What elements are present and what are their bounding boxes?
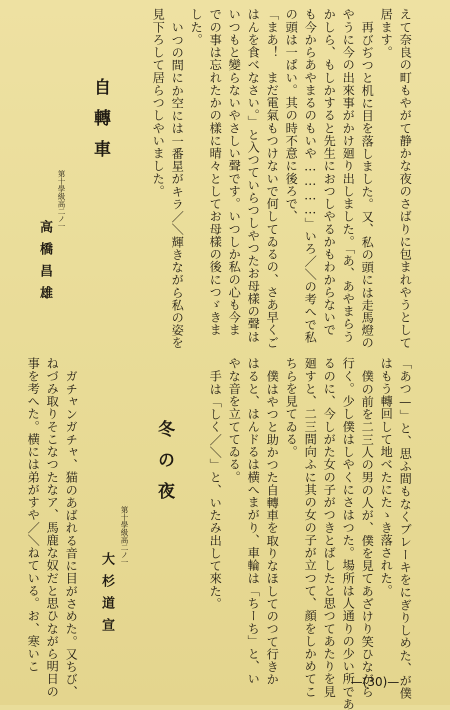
text-line: 僕の前を二三人の男の人が、僕を見てあざけり笑ひながら: [360, 370, 375, 699]
text-line: はもう轉回して地べたにたゝき落された。: [379, 357, 394, 597]
text-line: えて奈良の町もやがて静かな夜のさばりに包まれやうとして: [398, 8, 413, 349]
page-number: —(30)—: [350, 675, 400, 689]
text-line: 再びぢつと机に目を落しました。又、私の頭には走馬燈の: [360, 21, 375, 350]
author-grade: 第十學級高二ノ一: [120, 506, 129, 566]
text-line: 手は「しく／＼」と、いたみ出して來た。: [208, 370, 223, 610]
author-grade: 第十學級高二ノ一: [57, 170, 66, 230]
text-line: いつの間にか空には一番星がキラ／＼輝きながら私の姿を: [170, 21, 185, 350]
text-line: はると、はんドるは横へまがり、車輪は「ちーち」と、い: [246, 357, 261, 686]
text-line: 行く。少し僕はしやくにさはつた。場所は人通りの少い所であ: [341, 357, 356, 710]
author-name: 大杉道宣: [99, 552, 114, 640]
text-line: るのに、今しがた女の子がつきとばしたと思つてあたりを見: [322, 357, 337, 698]
text-line: かしら、もしかすると先生におつしやるかもわからないで: [322, 8, 337, 337]
text-line: 廻すと、二三間向ふに其の女の子が立つて、顔をしかめてこ: [303, 357, 318, 698]
text-line: 僕はやつと助かつた自轉車を取りなほしてのつて行きか: [265, 370, 280, 686]
text-line: いつもと變らないやさしい聲です。いつしか私の心も今ま: [227, 8, 242, 337]
text-line: 居ます。: [379, 8, 394, 59]
text-line: ねづみ取りそこなつたなア、馬鹿な奴だと思ひながら明日の: [45, 357, 60, 698]
text-line: ちらを見てゐる。: [284, 357, 299, 458]
text-line: ガチャンガチャ、猫のあばれる音に目がさめた。又ちび、: [64, 370, 79, 699]
text-line: 事を考へた。横には弟がすや／＼ねている。お、寒いこ: [26, 357, 41, 673]
text-line: の頭は一ぱい。其の時不意に後ろで、: [284, 8, 299, 223]
author-name: 高橋昌雄: [37, 220, 52, 308]
text-line: も今からあやまるのもいや…………」いろ／＼の考へで私: [303, 8, 318, 344]
piece-title: 自轉車: [90, 78, 110, 171]
text-line: はんを食べなさい。」と入つていらつしやつたお母樣の聲は: [246, 8, 261, 343]
text-line: やうに今の出來事がかけ廻り出しました。「あ、あやまらう: [341, 8, 356, 343]
text-line: での事は忘れたかの樣に晴々としてお母樣の後につゞきま: [208, 8, 223, 337]
piece-title: 冬の夜: [154, 420, 174, 513]
text-line: 「まあ！ まだ電氣もつけないで何してゐるの、さあ早くご: [265, 8, 280, 349]
text-line: やな音を立ててゐる。: [227, 357, 242, 484]
text-line: した。: [189, 8, 204, 46]
text-line: 見下ろして居らつしやいました。: [151, 8, 166, 198]
text-line: 「あつ—」と、思ふ間もなくブレーキをにぎりしめた、が僕: [398, 357, 413, 700]
